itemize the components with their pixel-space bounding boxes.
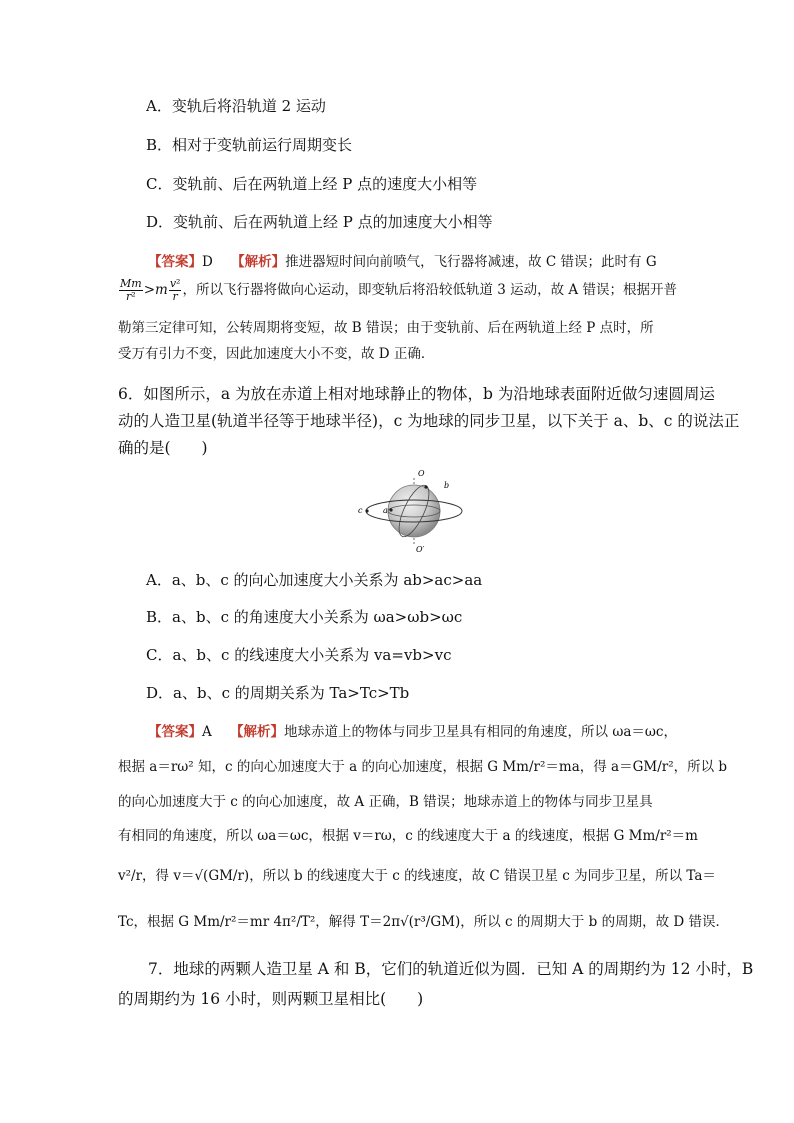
analysis-text: 推进器短时间向前喷气，飞行器将减速，故 C 错误；此时有 G [285, 254, 657, 270]
q6-stem-line-3: 确的是( ) [118, 439, 208, 457]
q6-stem-line-2: 动的人造卫星(轨道半径等于地球半径)，c 为地球的同步卫星，以下关于 a、b、c 的说法正 [118, 412, 740, 430]
q7-stem-line-1: 7．地球的两颗人造卫星 A 和 B，它们的轨道近似为圆．已知 A 的周期约为 12 小时，B [148, 960, 754, 978]
q5-option-a: A．变轨后将沿轨道 2 运动 [146, 97, 326, 115]
q6-answer-line-6: Tc，根据 G Mm/r²＝mr 4π²/T²，解得 T＝2π√(r³/GM)，所以 c 的周期大于 b 的周期，故 D 错误． [118, 914, 729, 930]
fraction-v2-r: $\frac{\text{v²}}{r}$ [169, 277, 181, 303]
q6-answer-line-4: 有相同的角速度，所以 ωa＝ωc，根据 v＝rω，c 的线速度大于 a 的线速度，根据 G Mm/r²＝m [118, 828, 698, 844]
label-a: a [383, 506, 388, 515]
label-c: c [358, 506, 363, 515]
analysis-tag: 【解析】 [230, 724, 285, 740]
earth-orbits-figure [355, 466, 470, 556]
q6-stem-line-1: 6．如图所示，a 为放在赤道上相对地球静止的物体，b 为沿地球表面附近做匀速圆周运 [118, 385, 715, 403]
q5-option-c: C．变轨前、后在两轨道上经 P 点的速度大小相等 [146, 175, 478, 193]
analysis-text: 地球赤道上的物体与同步卫星具有相同的角速度，所以 ωa＝ωc， [284, 724, 677, 740]
q6-answer-line-3: 的向心加速度大于 c 的向心加速度，故 A 正确，B 错误；地球赤道上的物体与同步卫星具 [118, 794, 653, 810]
satellite-c [365, 509, 368, 512]
q7-stem-line-2: 的周期约为 16 小时，则两颗卫星相比( ) [118, 990, 424, 1008]
label-b: b [444, 481, 450, 490]
label-o-top: O [418, 469, 425, 478]
answer-value: D [202, 254, 213, 270]
q6-answer-line-1 [148, 722, 708, 742]
q6-answer-line-5: v²/r，得 v＝√(GM/r)，所以 b 的线速度大于 c 的线速度，故 C 错误卫星 c 为同步卫星，所以 Ta＝ [118, 868, 716, 884]
q6-option-d: D．a、b、c 的周期关系为 Ta>Tc>Tb [146, 684, 410, 702]
q6-option-a: A．a、b、c 的向心加速度大小关系为 ab>ac>aa [146, 571, 483, 589]
q5-option-d: D．变轨前、后在两轨道上经 P 点的加速度大小相等 [146, 213, 493, 231]
analysis-text: ，所以飞行器将做向心运动，即变轨后将沿较低轨道 3 运动，故 A 错误；根据开普 [182, 282, 677, 298]
answer-tag: 【答案】 [148, 724, 202, 740]
q6-option-b: B．a、b、c 的角速度大小关系为 ωa>ωb>ωc [146, 608, 463, 626]
q5-option-b: B．相对于变轨前运行周期变长 [146, 136, 353, 154]
q5-answer-line-4: 受万有引力不变，因此加速度大小不变，故 D 正确． [118, 346, 435, 362]
q5-answer-line-2: $\frac{Mm}{\text{r²}}$ >m $\frac{\text{v²}}{r}$ ，所以飞行器将做向心运动，即变轨后将沿较低轨道 3 运动，故 A 错误；根据开普 [120, 277, 677, 303]
q5-answer-line-1 [148, 252, 708, 272]
satellite-b [424, 485, 427, 488]
q6-answer-line-2: 根据 a＝rω² 知，c 的向心加速度大于 a 的向心加速度，根据 G Mm/r²＝ma，得 a＝GM/r²，所以 b [118, 759, 728, 775]
q5-answer-line-3: 勒第三定律可知，公转周期将变短，故 B 错误；由于变轨前、后在两轨道上经 P 点时，所 [118, 320, 654, 336]
q6-option-c: C．a、b、c 的线速度大小关系为 va=vb>vc [146, 646, 452, 664]
label-o-bottom: O′ [416, 545, 425, 554]
answer-tag: 【答案】 [148, 254, 202, 270]
fraction-Mm-r2: $\frac{Mm}{\text{r²}}$ [120, 277, 142, 303]
answer-value: A [202, 724, 212, 740]
object-a [389, 508, 392, 511]
analysis-tag: 【解析】 [231, 254, 286, 270]
